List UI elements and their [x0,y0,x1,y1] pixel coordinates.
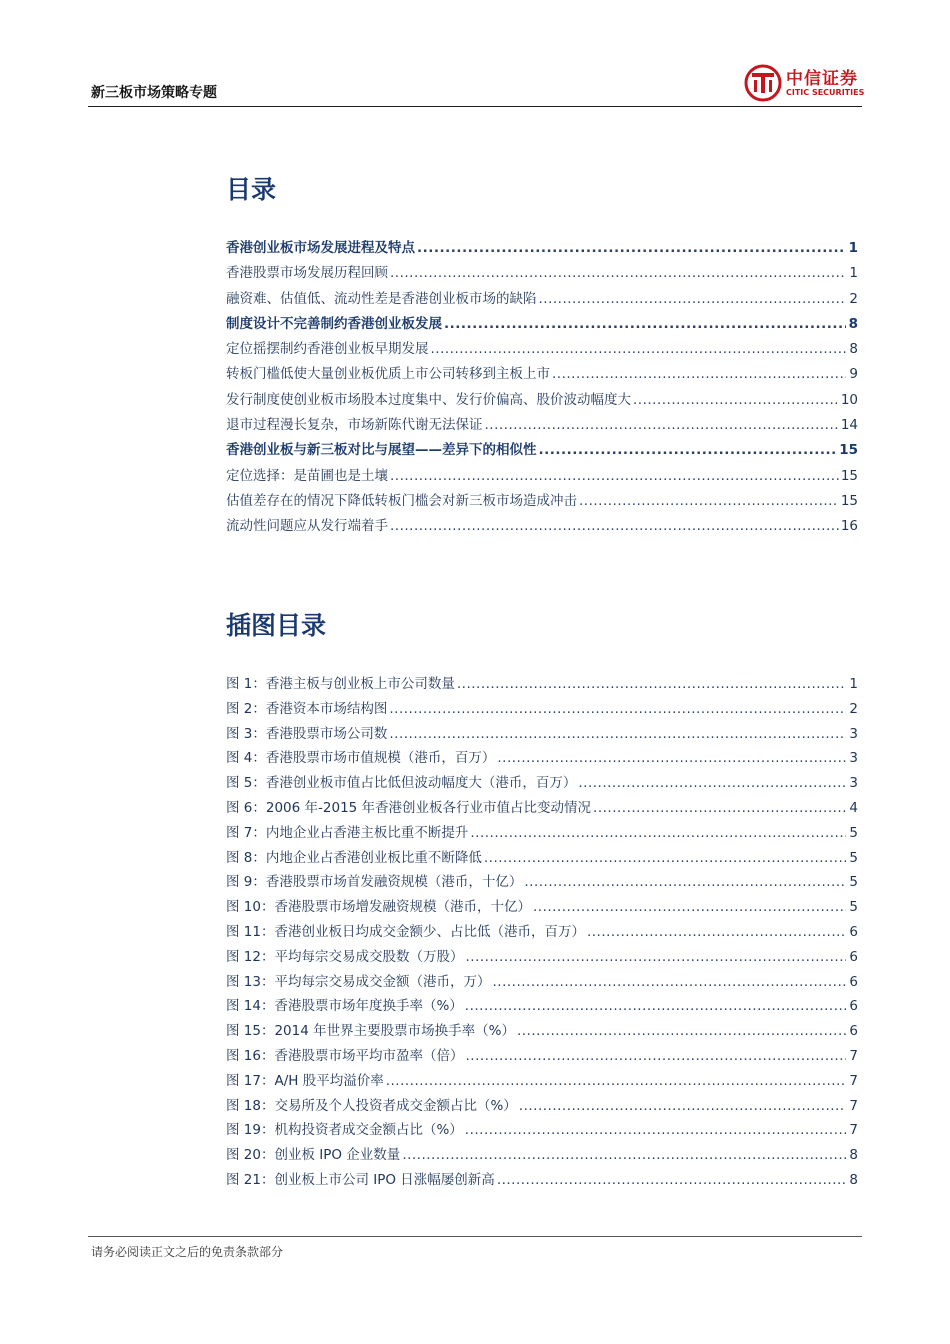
dot-leader [417,240,846,256]
dot-leader [492,974,846,990]
toc-entry[interactable] [226,413,858,438]
footer-divider [88,1236,862,1237]
report-series-title: 新三板市场策略专题 [91,85,217,101]
figure-entry-text: 图 7：内地企业占香港主板比重不断提升 [226,824,469,841]
logo-text-en: CITIC SECURITIES [786,88,865,97]
figure-entry-page: 5 [849,824,858,841]
figure-entry[interactable] [226,1168,858,1193]
figure-entry-page: 4 [849,799,858,816]
figure-entry-page: 8 [849,1147,858,1164]
toc-entry-text: 香港创业板与新三板对比与展望——差异下的相似性 [226,442,537,459]
figure-entry-text: 图 17：A/H 股平均溢价率 [226,1072,384,1089]
toc-entry-page: 15 [840,467,858,484]
toc-entry-page: 1 [849,265,858,282]
figure-entry[interactable] [226,920,858,945]
figure-entry[interactable] [226,1094,858,1119]
toc-entry-page: 16 [840,518,858,535]
figure-entry[interactable] [226,970,858,995]
figure-entry-text: 图 3：香港股票市场公司数 [226,725,388,742]
toc-entry[interactable] [226,236,858,261]
disclaimer-note: 请务必阅读正文之后的免责条款部分 [91,1245,284,1259]
dot-leader [389,701,846,717]
dot-leader [552,366,846,382]
toc-list [226,236,858,540]
figure-entry[interactable] [226,697,858,722]
toc-entry[interactable] [226,312,858,337]
toc-entry[interactable] [226,388,858,413]
citic-emblem-icon [744,64,782,102]
dot-leader [533,899,846,915]
dot-leader [519,1098,846,1114]
toc-entry-page: 2 [849,290,858,307]
figure-entry[interactable] [226,1019,858,1044]
figure-entry[interactable] [226,1044,858,1069]
figure-entry-page: 5 [849,899,858,916]
toc-entry-text: 定位摇摆制约香港创业板早期发展 [226,341,429,358]
figure-entry[interactable] [226,846,858,871]
figure-entry[interactable] [226,945,858,970]
dot-leader [444,316,846,332]
header-divider [88,106,862,107]
toc-entry-page: 8 [849,341,858,358]
figure-entry-page: 2 [849,700,858,717]
citic-logo [744,64,864,104]
figure-entry[interactable] [226,771,858,796]
figure-entry-text: 图 10：香港股票市场增发融资规模（港币，十亿） [226,899,531,916]
dot-leader [485,417,839,433]
toc-entry-page: 1 [848,240,858,256]
dot-leader [431,341,847,357]
dot-leader [465,998,846,1014]
figure-entry[interactable] [226,746,858,771]
figure-entry-text: 图 5：香港创业板市值占比低但波动幅度大（港币，百万） [226,775,577,792]
figure-entry-text: 图 9：香港股票市场首发融资规模（港币，十亿） [226,874,523,891]
figure-entry-text: 图 16：香港股票市场平均市盈率（倍） [226,1047,464,1064]
dot-leader [633,392,839,408]
toc-entry-text: 融资难、估值低、流动性差是香港创业板市场的缺陷 [226,290,537,307]
toc-entry-text: 估值差存在的情况下降低转板门槛会对新三板市场造成冲击 [226,492,577,509]
dot-leader [389,726,846,742]
dot-leader [465,1122,846,1138]
toc-entry[interactable] [226,489,858,514]
figure-entry[interactable] [226,1143,858,1168]
figure-entry-page: 5 [849,874,858,891]
figure-entry[interactable] [226,672,858,697]
dot-leader [390,468,839,484]
toc-entry-page: 15 [839,442,858,459]
figure-entry-text: 图 20：创业板 IPO 企业数量 [226,1147,401,1164]
toc-entry-text: 香港创业板市场发展进程及特点 [226,240,415,256]
figure-entry[interactable] [226,870,858,895]
toc-entry-text: 转板门槛低使大量创业板优质上市公司转移到主板上市 [226,366,550,383]
dot-leader [402,1147,846,1163]
figure-entry-page: 7 [849,1047,858,1064]
figure-entry-text: 图 13：平均每宗交易成交金额（港币，万） [226,973,491,990]
figure-entry-text: 图 12：平均每宗交易成交股数（万股） [226,948,464,965]
toc-entry[interactable] [226,514,858,539]
figure-entry[interactable] [226,1118,858,1143]
dot-leader [390,518,839,534]
toc-entry-page: 8 [848,315,858,332]
dot-leader [386,1073,846,1089]
figure-entry-page: 7 [849,1097,858,1114]
dot-leader [465,949,846,965]
figure-entry-text: 图 2：香港资本市场结构图 [226,700,388,717]
toc-entry-page: 14 [840,417,858,434]
dot-leader [578,775,846,791]
dot-leader [539,442,838,458]
toc-entry-text: 发行制度使创业板市场股本过度集中、发行价偏高、股价波动幅度大 [226,391,631,408]
figure-entry[interactable] [226,994,858,1019]
toc-entry[interactable] [226,287,858,312]
toc-entry[interactable] [226,261,858,286]
figure-entry-text: 图 1：香港主板与创业板上市公司数量 [226,676,455,692]
toc-entry-text: 制度设计不完善制约香港创业板发展 [226,315,442,332]
dot-leader [465,1048,846,1064]
figure-entry-page: 6 [849,1023,858,1040]
figure-entry-text: 图 21：创业板上市公司 IPO 日涨幅屡创新高 [226,1171,495,1188]
figure-entry-page: 3 [849,750,858,767]
dot-leader [517,1023,846,1039]
toc-entry-text: 定位选择：是苗圃也是土壤 [226,467,388,484]
figure-entry-page: 7 [849,1122,858,1139]
figure-entry[interactable] [226,821,858,846]
dot-leader [497,750,846,766]
figure-entry-page: 8 [849,1171,858,1188]
figure-entry-page: 5 [849,849,858,866]
figure-entry-text: 图 14：香港股票市场年度换手率（%） [226,998,463,1015]
figure-entry[interactable] [226,1069,858,1094]
dot-leader [524,874,846,890]
toc-entry-text: 香港股票市场发展历程回顾 [226,265,388,282]
dot-leader [470,825,846,841]
figure-entry-page: 6 [849,923,858,940]
toc-entry-text: 退市过程漫长复杂，市场新陈代谢无法保证 [226,417,483,434]
toc-entry[interactable] [226,337,858,362]
figure-entry-page: 7 [849,1072,858,1089]
figure-entry-text: 图 19：机构投资者成交金额占比（%） [226,1122,463,1139]
toc-entry[interactable] [226,438,858,463]
toc-entry-text: 流动性问题应从发行端着手 [226,518,388,535]
dot-leader [579,493,839,509]
toc-title: 目录 [226,175,277,204]
figures-title: 插图目录 [226,611,327,640]
toc-entry[interactable] [226,464,858,489]
toc-entry-page: 10 [840,391,858,408]
figure-entry[interactable] [226,722,858,747]
figure-entry-page: 1 [849,676,858,692]
figure-entry-text: 图 6：2006 年-2015 年香港创业板各行业市值占比变动情况 [226,799,592,816]
dot-leader [587,924,846,940]
figure-entry-text: 图 4：香港股票市场市值规模（港币，百万） [226,750,496,767]
logo-text-cn: 中信证券 [786,69,858,89]
toc-entry[interactable] [226,362,858,387]
dot-leader [457,676,846,692]
toc-entry-page: 9 [849,366,858,383]
figure-entry-page: 6 [849,948,858,965]
figure-entry-page: 6 [849,998,858,1015]
figure-entry[interactable] [226,796,858,821]
figure-entry-text: 图 11：香港创业板日均成交金额少、占比低（港币，百万） [226,923,585,940]
figures-list [226,672,858,1193]
figure-entry-page: 3 [849,775,858,792]
dot-leader [484,850,846,866]
dot-leader [593,800,846,816]
figure-entry[interactable] [226,895,858,920]
figure-entry-text: 图 8：内地企业占香港创业板比重不断降低 [226,849,482,866]
figure-entry-text: 图 15：2014 年世界主要股票市场换手率（%） [226,1023,515,1040]
dot-leader [497,1172,846,1188]
figure-entry-page: 6 [849,973,858,990]
dot-leader [390,265,846,281]
dot-leader [539,291,847,307]
figure-entry-text: 图 18：交易所及个人投资者成交金额占比（%） [226,1097,517,1114]
figure-entry-page: 3 [849,725,858,742]
toc-entry-page: 15 [840,492,858,509]
